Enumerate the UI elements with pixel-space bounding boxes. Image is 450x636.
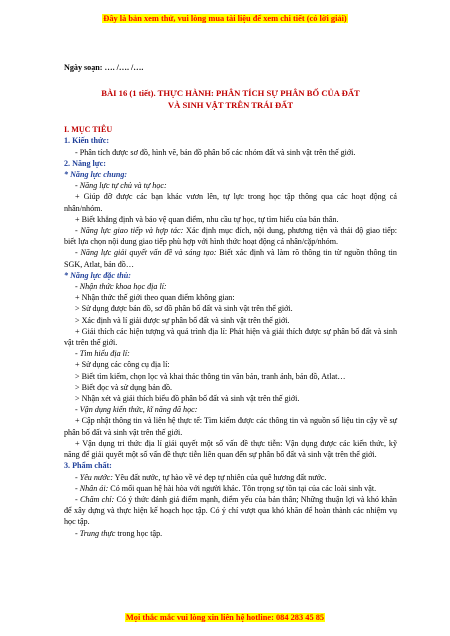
q2-text: Có mối quan hệ hài hòa với người khác. Tôn trọng sự tồn tại của các loài sinh vật. [108, 483, 377, 493]
sp2-item-c: > Biết đọc và sử dụng bản đồ. [75, 382, 173, 392]
q2-paragraph [64, 483, 397, 494]
q1-paragraph [64, 472, 397, 483]
sp2-item-b: > Biết tìm kiếm, chọn lọc và khai thác thông tin văn bản, tranh ảnh, bản đồ, Atlat… [75, 371, 346, 381]
g1-item-a: + Giúp đỡ được các bạn khác vươn lên, tự lực trong học tập thông qua các hoạt động cá nhân/nhóm. [64, 192, 397, 213]
sp1-item-b: > Sử dụng được bản đồ, sơ đồ phân bố đất và sinh vật trên thế giới. [75, 304, 293, 314]
q2-heading: - Nhân ái: [75, 483, 109, 493]
sp1-heading: - Nhận thức khoa học địa lí: [75, 282, 167, 292]
heading-knowledge: 1. Kiến thức: [64, 136, 110, 146]
q4-heading: - Trung thực [75, 528, 116, 538]
sp1-item-c: > Xác định và lí giải được sự phân bố đất và sinh vật trên thế giới. [75, 315, 290, 325]
g3-text: Biết xác định và làm rõ thông tin từ nguồn thông tin SGK, Atlat, bản đồ… [64, 248, 397, 269]
g2-paragraph [64, 225, 397, 247]
heading-qualities: 3. Phẩm chất: [64, 461, 112, 471]
sp2-item-a: + Sử dụng các công cụ địa lí: [75, 360, 170, 370]
g3-heading: - Năng lực giải quyết vấn đề và sáng tạo: [75, 248, 217, 258]
title-line-1: BÀI 16 (1 tiết). THỰC HÀNH: PHÂN TÍCH SỰ PHÂN BỐ CỦA ĐẤT [101, 88, 360, 99]
preview-notice [0, 14, 450, 23]
sp3-item-a: + Cập nhật thông tin và liên hệ thực tế: Tìm kiếm được các thông tin và nguồn số liệu tin cậy về sự phân bố đất và sinh vật trên thế giới. [64, 416, 397, 437]
sp2-item-d: > Nhận xét và giải thích biểu đồ phân bố đất và sinh vật trên thế giới. [75, 394, 300, 404]
heading-general-competence: * Năng lực chung: [64, 170, 128, 180]
sp2-heading: - Tìm hiểu địa lí: [75, 349, 130, 359]
g1-heading: - Năng lực tự chủ và tự học: [75, 181, 167, 191]
g3-paragraph [64, 247, 397, 269]
heading-competence: 2. Năng lực: [64, 158, 106, 168]
hotline-notice [0, 613, 450, 622]
sp3-item-b: + Vận dụng tri thức địa lí giải quyết một số vấn đề thực tiễn: Vận dụng được các kiến thức, kỹ năng để giải quyết một số vấn đề thực tiễn liên quan đến sự phân bố đất và sinh vật trên thế giới. [64, 438, 397, 460]
q1-text: Yêu đất nước, tự hào về vẻ đẹp tự nhiên của quê hương đất nước. [112, 472, 327, 482]
sp1-item-a: + Nhận thức thế giới theo quan điểm không gian: [75, 293, 235, 303]
q3-text: Có ý thức đánh giá điểm mạnh, điểm yếu của bản thân; Những thuận lợi và khó khăn để xây dựng và thực hiện kế hoạch học tập. Có ý chí vượt qua khó khăn để hoàn thành các nhiệm vụ học tập. [64, 494, 397, 527]
g2-text: Xác định mục đích, nội dung, phương tiện và thái độ giao tiếp: biết lựa chọn nội dung giao tiếp phù hợp với hình thức hoạt động cá nhân/cặp/nhóm. [64, 226, 397, 247]
q3-paragraph [64, 494, 397, 528]
lesson-content [64, 62, 397, 539]
knowledge-text: - Phân tích được sơ đồ, hình vẽ, bản đồ phân bố các nhóm đất và sinh vật trên thế giới. [75, 147, 356, 157]
g1-item-b: + Biết khẳng định và bảo vệ quan điểm, nhu cầu tự học, tự tìm hiểu của bản thân. [75, 214, 339, 224]
q4-text: trong học tập. [115, 528, 163, 538]
lesson-title [64, 88, 397, 111]
g2-heading: - Năng lực giao tiếp và hợp tác: [75, 226, 184, 236]
sp1-item-d: + Giải thích các hiện tượng và quá trình địa lí: Phát hiện và giải thích được sự phân bố đất và sinh vật trên thế giới. [64, 326, 397, 348]
sp3-heading: - Vận dụng kiến thức, kĩ năng đã học: [75, 405, 198, 415]
preview-notice-text: Đây là bản xem thử, vui lòng mua tài liệu để xem chi tiết (có lời giải) [103, 14, 347, 23]
q3-heading: - Chăm chỉ: [75, 494, 115, 504]
title-line-2: VÀ SINH VẬT TRÊN TRÁI ĐẤT [167, 99, 294, 110]
hotline-notice-text: Mọi thắc mắc vui lòng xin liên hệ hotline: 084 283 45 85 [125, 613, 325, 622]
date-line: Ngày soạn: …. /…. /…. [64, 63, 144, 72]
section-objectives: I. MỤC TIÊU [64, 125, 113, 135]
q1-heading: - Yêu nước: [75, 472, 113, 482]
q4-paragraph [64, 528, 397, 539]
heading-special-competence: * Năng lực đặc thù: [64, 270, 131, 280]
